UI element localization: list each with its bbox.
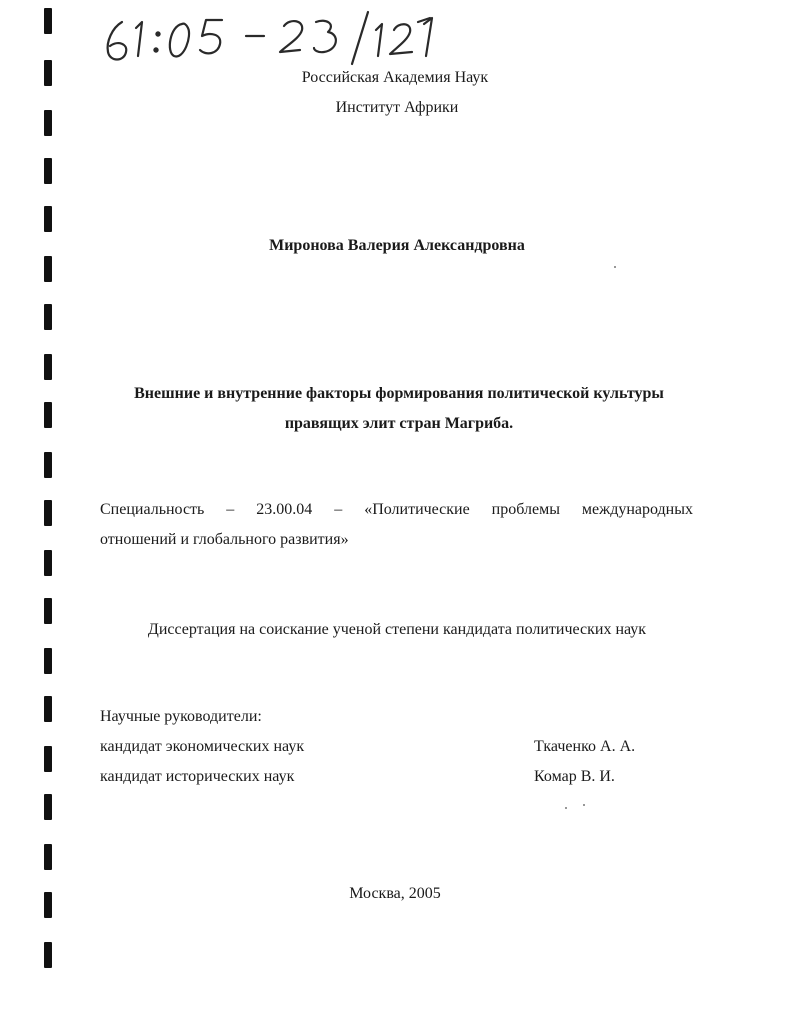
binding-mark	[44, 794, 52, 820]
binding-mark	[44, 354, 52, 380]
supervisors-heading: Научные руководители:	[100, 708, 262, 725]
dissertation-title-line-2: правящих элит стран Магриба.	[284, 415, 514, 432]
binding-mark	[44, 206, 52, 232]
binding-mark	[44, 500, 52, 526]
binding-mark	[44, 550, 52, 576]
organization-name: Российская Академия Наук	[301, 69, 489, 86]
handwritten-archive-code	[100, 6, 480, 68]
institute-name: Институт Африки	[335, 99, 459, 116]
author-name: Миронова Валерия Александровна	[269, 237, 525, 254]
supervisor-name: Комар В. И.	[534, 768, 615, 785]
supervisor-degree: кандидат исторических наук	[100, 768, 295, 785]
supervisor-name: Ткаченко А. А.	[534, 738, 636, 755]
dissertation-title-line-1: Внешние и внутренние факторы формирования политической культуры	[134, 385, 664, 402]
scan-speck	[565, 807, 567, 809]
binding-mark	[44, 8, 52, 34]
specialty-line-2: отношений и глобального развития»	[100, 531, 349, 548]
binding-mark	[44, 648, 52, 674]
binding-mark	[44, 452, 52, 478]
binding-mark	[44, 256, 52, 282]
binding-mark	[44, 746, 52, 772]
binding-mark	[44, 696, 52, 722]
specialty-line-1: Специальность – 23.00.04 – «Политические проблемы международных	[100, 501, 693, 518]
binding-mark	[44, 304, 52, 330]
binding-marks	[42, 0, 56, 1025]
binding-mark	[44, 844, 52, 870]
dissertation-statement: Диссертация на соискание ученой степени кандидата политических наук	[147, 621, 647, 638]
binding-mark	[44, 942, 52, 968]
binding-mark	[44, 158, 52, 184]
supervisor-degree: кандидат экономических наук	[100, 738, 305, 755]
scan-speck	[583, 804, 585, 806]
scan-speck	[614, 266, 616, 268]
city-year: Москва, 2005	[349, 885, 441, 902]
